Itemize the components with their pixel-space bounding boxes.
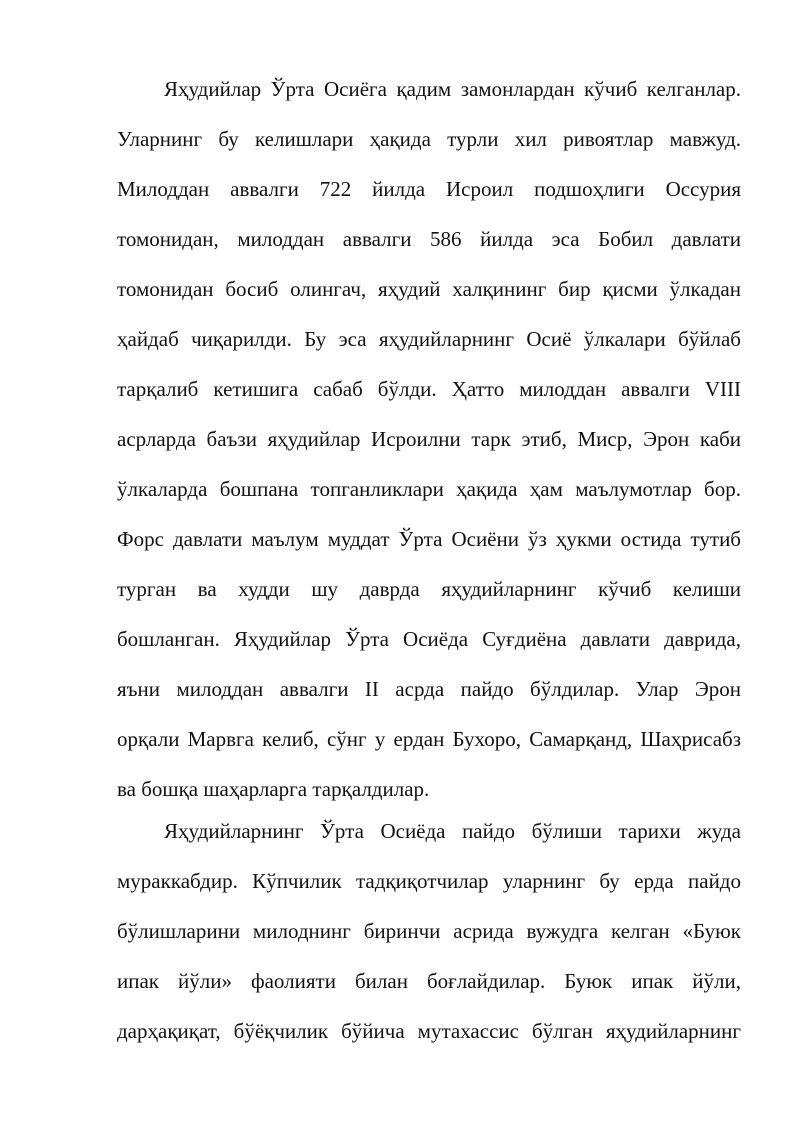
paragraph-line: турган ва худди шу даврда яҳудийларнинг кўчиб келиши	[117, 577, 741, 601]
paragraph-line: томонидан, милоддан аввалги 586 йилда эса Бобил давлати	[117, 227, 741, 251]
paragraph-line: ва бошқа шаҳарларга тарқалдилар.	[117, 777, 430, 801]
paragraph-2	[117, 806, 741, 1056]
paragraph-line: ипак йўли» фаолияти билан боғлайдилар. Буюк ипак йўли,	[117, 969, 741, 993]
paragraph-line: асрларда баъзи яҳудийлар Исроилни тарк этиб, Миср, Эрон каби	[117, 427, 741, 451]
paragraph-line: тарқалиб кетишига сабаб бўлди. Ҳатто милоддан аввалги VIII	[117, 377, 741, 401]
paragraph-line: томонидан босиб олингач, яҳудий халқининг бир қисми ўлкадан	[117, 277, 741, 301]
paragraph-line: бўлишларини милоднинг биринчи асрида вужудга келган «Буюк	[117, 919, 741, 943]
paragraph-line: ўлкаларда бошпана топганликлари ҳақида ҳам маълумотлар бор.	[117, 477, 741, 501]
paragraph-line: Форс давлати маълум муддат Ўрта Осиёни ўз ҳукми остида тутиб	[117, 527, 741, 551]
paragraph-line: Уларнинг бу келишлари ҳақида турли хил ривоятлар мавжуд.	[117, 127, 741, 151]
paragraph-line: бошланган. Яҳудийлар Ўрта Осиёда Суғдиёна давлати даврида,	[117, 627, 741, 651]
paragraph-line: Яҳудийлар Ўрта Осиёга қадим замонлардан кўчиб келганлар.	[164, 77, 741, 101]
paragraph-line: мураккабдир. Кўпчилик тадқиқотчилар уларнинг бу ерда пайдо	[117, 869, 741, 893]
paragraph-1	[117, 64, 741, 814]
paragraph-line: яъни милоддан аввалги II асрда пайдо бўлдилар. Улар Эрон	[117, 677, 741, 701]
paragraph-line: орқали Марвга келиб, сўнг у ердан Бухоро, Самарқанд, Шаҳрисабз	[117, 727, 741, 751]
paragraph-line: ҳайдаб чиқарилди. Бу эса яҳудийларнинг Осиё ўлкалари бўйлаб	[117, 327, 741, 351]
paragraph-line: Милоддан аввалги 722 йилда Исроил подшоҳлиги Оссурия	[117, 177, 741, 201]
paragraph-line: дарҳақиқат, бўёқчилик бўйича мутахассис бўлган яҳудийларнинг	[117, 1019, 741, 1043]
paragraph-line: Яҳудийларнинг Ўрта Осиёда пайдо бўлиши тарихи жуда	[164, 819, 741, 843]
